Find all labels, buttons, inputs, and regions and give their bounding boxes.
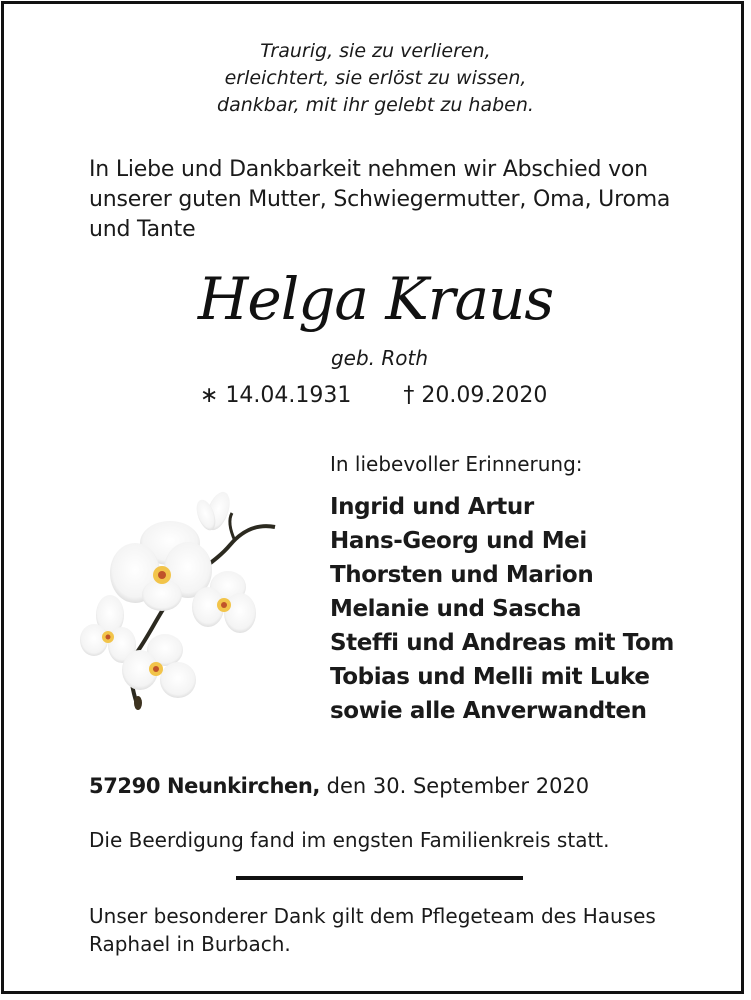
mourner: Ingrid und Artur [330,494,534,520]
thanks-note [89,902,656,958]
death-date: 20.09.2020 [421,383,548,408]
life-dates [200,383,547,408]
intro-line: unserer guten Mutter, Schwiegermutter, Oma, Uroma [89,187,671,212]
intro-line: und Tante [89,217,196,242]
verse-line: dankbar, mit ihr gelebt zu haben. [217,94,534,116]
mourner: Hans-Georg und Mei [330,528,587,554]
death-cross-icon: † [403,383,415,408]
orchid-icon [80,475,290,715]
verse-line: erleichtert, sie erlöst zu wissen, [224,67,527,89]
intro-line: In Liebe und Dankbarkeit nehmen wir Abschied von [89,157,648,182]
memory-label: In liebevoller Erinnerung: [330,452,583,476]
date: den 30. September 2020 [319,774,590,798]
place-date-line [89,774,589,798]
mourner: Steffi und Andreas mit Tom [330,630,674,656]
place: 57290 Neunkirchen, [89,774,320,798]
verse-line: Traurig, sie zu verlieren, [260,40,491,62]
birth-name: geb. Roth [330,346,429,370]
mourners-list [330,490,674,728]
mourner: Tobias und Melli mit Luke [330,664,650,690]
birth-date: 14.04.1931 [225,383,352,408]
mourner: Thorsten und Marion [330,562,594,588]
verse [0,38,751,119]
divider [236,876,523,880]
mourner: sowie alle Anverwandten [330,698,647,724]
thanks-line: Unser besonderer Dank gilt dem Pflegeteam des Hauses [89,904,656,928]
intro-text [89,155,679,245]
mourner: Melanie und Sascha [330,596,582,622]
thanks-line: Raphael in Burbach. [89,932,291,956]
birth-star-icon: ∗ [200,383,219,408]
deceased-name: Helga Kraus [197,265,554,333]
funeral-note: Die Beerdigung fand im engsten Familienkreis statt. [89,828,610,852]
